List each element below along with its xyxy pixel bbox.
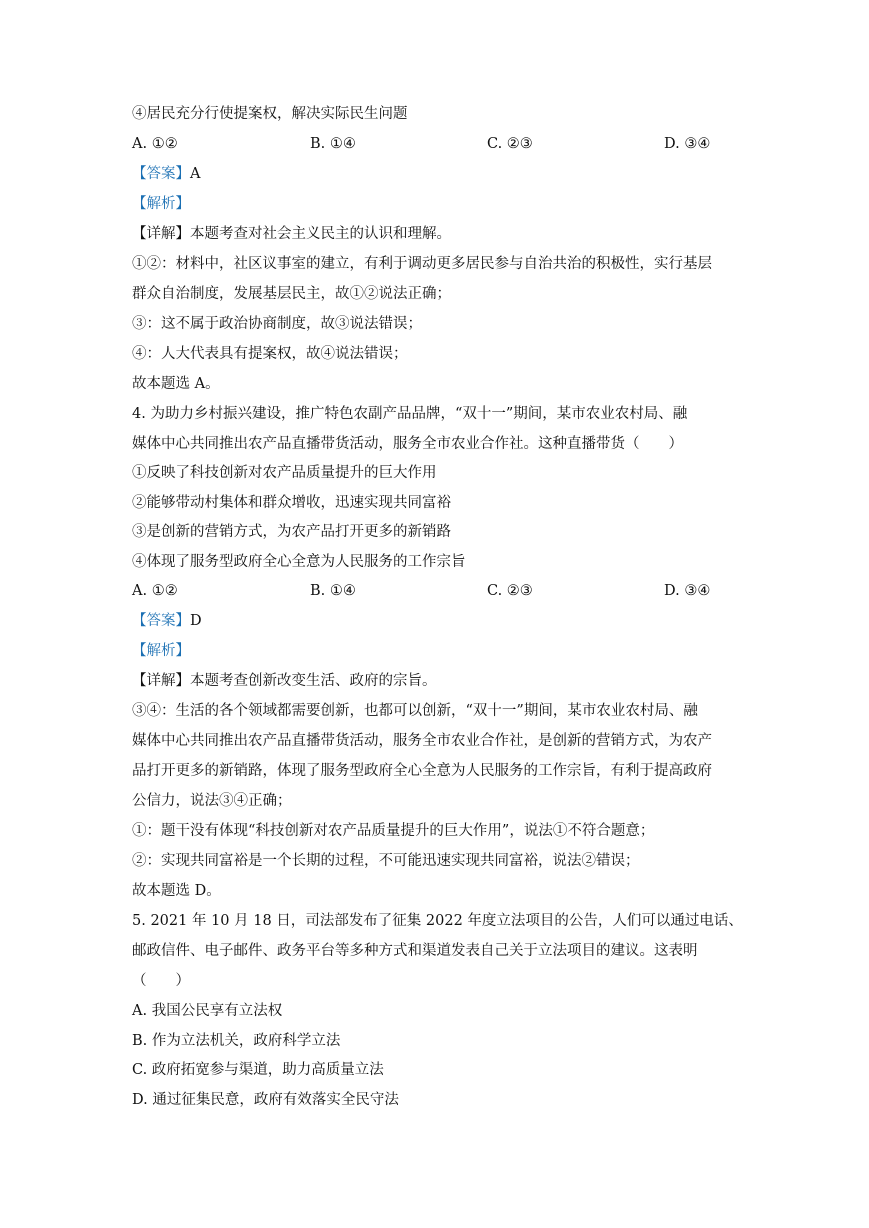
q4-item-3: ③是创新的营销方式，为农产品打开更多的新销路 bbox=[132, 524, 451, 540]
q4-item-4: ④体现了服务型政府全心全意为人民服务的工作宗旨 bbox=[132, 554, 466, 570]
answer-value: D bbox=[190, 613, 202, 629]
q3-detail-line: 【详解】本题考查对社会主义民主的认识和理解。 bbox=[132, 226, 451, 242]
q4-stem-line: 媒体中心共同推出农产品直播带货活动，服务全市农业合作社。这种直播带货（ ） bbox=[132, 436, 683, 452]
q4-detail-line: ②：实现共同富裕是一个长期的过程，不可能迅速实现共同富裕，说法②错误； bbox=[132, 853, 640, 869]
q5-stem-line: 邮政信件、电子邮件、政务平台等多种方式和渠道发表自己关于立法项目的建议。这表明 bbox=[132, 943, 698, 959]
q3-detail-line: ③：这不属于政治协商制度，故③说法错误； bbox=[132, 316, 422, 332]
q4-detail-line: ③④：生活的各个领域都需要创新，也都可以创新，“双十一”期间，某市农业农村局、融 bbox=[132, 703, 698, 719]
q4-detail-line: 公信力，说法③④正确； bbox=[132, 793, 292, 809]
q4-detail-line: 品打开更多的新销路，体现了服务型政府全心全意为人民服务的工作宗旨，有利于提高政府 bbox=[132, 763, 712, 779]
q3-item-4: ④居民充分行使提案权，解决实际民生问题 bbox=[132, 106, 408, 122]
q4-option-c: C. ②③ bbox=[487, 583, 533, 599]
q3-option-a: A. ①② bbox=[132, 136, 178, 152]
q5-stem-line: 5. 2021 年 10 月 18 日，司法部发布了征集 2022 年度立法项目的公告，人们可以通过电话、 bbox=[132, 913, 743, 929]
q4-option-a: A. ①② bbox=[132, 583, 178, 599]
q5-option-b: B. 作为立法机关，政府科学立法 bbox=[132, 1033, 341, 1049]
q4-option-b: B. ①④ bbox=[310, 583, 356, 599]
q4-option-d: D. ③④ bbox=[664, 583, 711, 599]
answer-value: A bbox=[190, 166, 201, 182]
q4-detail-line: 【详解】本题考查创新改变生活、政府的宗旨。 bbox=[132, 673, 437, 689]
q4-stem-line: 4. 为助力乡村振兴建设，推广特色农副产品品牌，“双十一”期间，某市农业农村局、融 bbox=[132, 406, 688, 422]
answer-tag: 【答案】 bbox=[132, 613, 190, 629]
q4-item-1: ①反映了科技创新对农产品质量提升的巨大作用 bbox=[132, 465, 437, 481]
q4-detail-line: 故本题选 D。 bbox=[132, 883, 221, 899]
q3-detail-line: ①②：材料中，社区议事室的建立，有利于调动更多居民参与自治共治的积极性，实行基层 bbox=[132, 256, 712, 272]
q3-option-b: B. ①④ bbox=[310, 136, 356, 152]
q3-detail-line: 群众自治制度，发展基层民主，故①②说法正确； bbox=[132, 286, 451, 302]
q3-option-d: D. ③④ bbox=[664, 136, 711, 152]
q3-detail-line: ④：人大代表具有提案权，故④说法错误； bbox=[132, 346, 408, 362]
q4-item-2: ②能够带动村集体和群众增收，迅速实现共同富裕 bbox=[132, 495, 451, 511]
q4-detail-line: ①：题干没有体现“科技创新对农产品质量提升的巨大作用”，说法①不符合题意； bbox=[132, 823, 655, 839]
q3-answer bbox=[132, 164, 200, 184]
q3-analysis-tag: 【解析】 bbox=[132, 196, 190, 212]
q3-detail-line: 故本题选 A。 bbox=[132, 376, 220, 392]
q4-answer bbox=[132, 611, 202, 631]
q5-stem-line: （ ） bbox=[132, 973, 190, 989]
q5-option-a: A. 我国公民享有立法权 bbox=[132, 1003, 283, 1019]
q3-option-c: C. ②③ bbox=[487, 136, 533, 152]
answer-tag: 【答案】 bbox=[132, 166, 190, 182]
q5-option-c: C. 政府拓宽参与渠道，助力高质量立法 bbox=[132, 1062, 384, 1078]
q4-detail-line: 媒体中心共同推出农产品直播带货活动，服务全市农业合作社，是创新的营销方式，为农产 bbox=[132, 733, 712, 749]
q5-option-d: D. 通过征集民意，政府有效落实全民守法 bbox=[132, 1092, 399, 1108]
q4-analysis-tag: 【解析】 bbox=[132, 643, 190, 659]
